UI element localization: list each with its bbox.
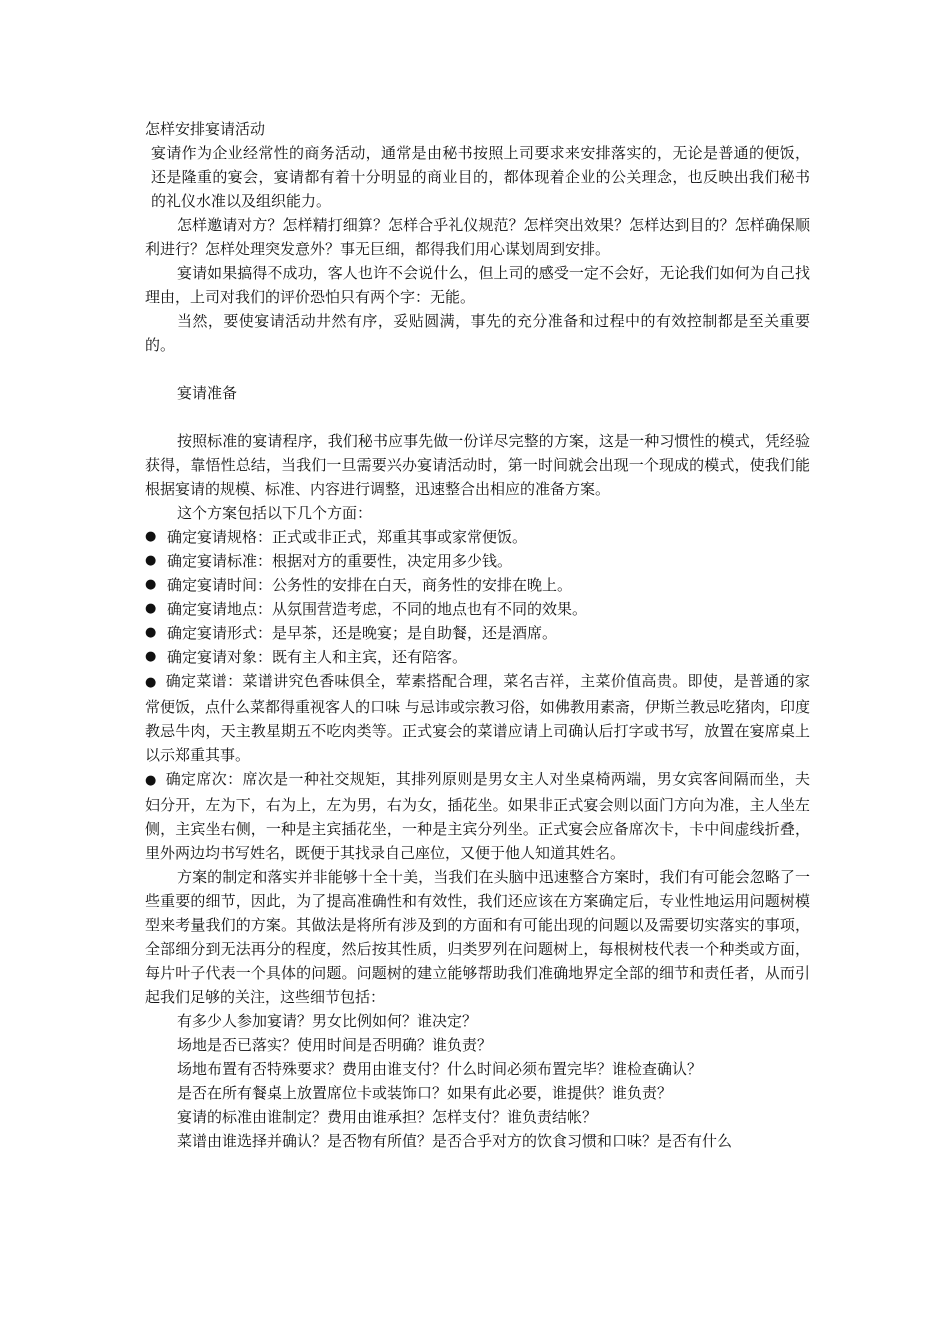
bullet-icon: ● — [145, 649, 157, 664]
bullet-text: 确定宴请对象：既有主人和主宾，还有陪客。 — [167, 648, 468, 666]
list-item — [145, 597, 810, 621]
intro-paragraph-2: 怎样邀请对方？怎样精打细算？怎样合乎礼仪规范？怎样突出效果？怎样达到目的？怎样确保顺利进行？怎样处理突发意外？事无巨细，都得我们用心谋划周到安排。 — [145, 216, 810, 258]
list-item — [145, 767, 810, 865]
question-item: 是否在所有餐桌上放置席位卡或装饰口？如果有此必要，谁提供？谁负责？ — [177, 1084, 673, 1102]
list-item — [145, 549, 810, 573]
list-item — [145, 525, 810, 549]
list-item — [145, 621, 810, 645]
bullet-icon: ● — [145, 529, 157, 544]
document-title: 怎样安排宴请活动 — [145, 120, 266, 138]
bullet-icon: ● — [145, 577, 157, 592]
bullet-list — [145, 525, 810, 865]
question-item: 场地布置有否特殊要求？费用由谁支付？什么时间必须布置完毕？谁检查确认？ — [177, 1060, 703, 1078]
bullet-text: 确定席次：席次是一种社交规矩，其排列原则是男女主人对坐桌椅两端，男女宾客间隔而坐，夫妇分开，左为下，右为上，左为男，右为女，插花坐。如果非正式宴会则以面门方向为准，主人坐左侧，主宾坐右侧，一种是主宾插花坐，一种是主宾分列坐。正式宴会应备席次卡，卡中间虚线折叠，里外两边均书写姓名，既便于其找录自己座位，又便于他人知道其姓名。 — [145, 770, 810, 862]
question-item: 有多少人参加宴请？男女比例如何？谁决定？ — [177, 1012, 478, 1030]
list-item — [145, 645, 810, 669]
list-item — [145, 573, 810, 597]
plan-intro: 这个方案包括以下几个方面： — [177, 504, 373, 522]
bullet-text: 确定宴请时间：公务性的安排在白天，商务性的安排在晚上。 — [167, 576, 573, 594]
intro-paragraph-3: 宴请如果搞得不成功，客人也许不会说什么，但上司的感受一定不会好，无论我们如何为自己找理由，上司对我们的评价恐怕只有两个字：无能。 — [145, 264, 810, 306]
detail-paragraph: 方案的制定和落实并非能够十全十美，当我们在头脑中迅速整合方案时，我们有可能会忽略了一些重要的细节，因此，为了提高准确性和有效性，我们还应该在方案确定后，专业性地运用问题树模型来考量我们的方案。其做法是将所有涉及到的方面和有可能出现的问题以及需要切实落实的事项，全部细分到无法再分的程度，然后按其性质，归类罗列在问题树上，每根树枝代表一个种类或方面，每片叶子代表一个具体的问题。问题树的建立能够帮助我们准确地界定全部的细节和责任者，从而引起我们足够的关注，这些细节包括： — [145, 868, 810, 1006]
question-item: 场地是否已落实？使用时间是否明确？谁负责？ — [177, 1036, 493, 1054]
intro-paragraph-4: 当然，要使宴请活动井然有序，妥贴圆满，事先的充分准备和过程中的有效控制都是至关重要的。 — [145, 312, 810, 354]
document-page — [145, 117, 810, 1153]
spacer — [145, 405, 810, 429]
bullet-text: 确定宴请地点：从氛围营造考虑，不同的地点也有不同的效果。 — [167, 600, 588, 618]
bullet-text: 确定宴请标准：根据对方的重要性，决定用多少钱。 — [167, 552, 513, 570]
bullet-icon: ● — [145, 675, 157, 690]
list-item — [145, 669, 810, 767]
spacer — [145, 357, 810, 381]
question-item: 菜谱由谁选择并确认？是否物有所值？是否合乎对方的饮食习惯和口味？是否有什么 — [177, 1132, 733, 1150]
intro-paragraph-1: 宴请作为企业经常性的商务活动，通常是由秘书按照上司要求来安排落实的，无论是普通的便饭，还是隆重的宴会，宴请都有着十分明显的商业目的，都体现着企业的公关理念，也反映出我们秘书的礼仪水准以及组织能力。 — [151, 144, 810, 210]
prep-paragraph: 按照标准的宴请程序，我们秘书应事先做一份详尽完整的方案，这是一种习惯性的模式，凭经验获得，靠悟性总结，当我们一旦需要兴办宴请活动时，第一时间就会出现一个现成的模式，使我们能根据宴请的规模、标准、内容进行调整，迅速整合出相应的准备方案。 — [145, 432, 810, 498]
question-list — [145, 1009, 810, 1153]
bullet-text: 确定宴请形式：是早茶，还是晚宴；是自助餐，还是酒席。 — [167, 624, 558, 642]
bullet-icon: ● — [145, 601, 157, 616]
bullet-icon: ● — [145, 773, 157, 788]
bullet-icon: ● — [145, 553, 157, 568]
bullet-text: 确定菜谱：菜谱讲究色香味俱全，荤素搭配合理，菜名吉祥，主菜价值高贵。即使，是普通的家常便饭，点什么菜都得重视客人的口味 与忌讳或宗教习俗，如佛教用素斋，伊斯兰教忌吃猪肉，印度教忌牛肉，天主教星期五不吃肉类等。正式宴会的菜谱应请上司确认后打字或书写，放置在宴席桌上以示郑重其事。 — [145, 672, 810, 764]
section-heading: 宴请准备 — [177, 384, 238, 402]
bullet-icon: ● — [145, 625, 157, 640]
bullet-text: 确定宴请规格：正式或非正式，郑重其事或家常便饭。 — [167, 528, 528, 546]
question-item: 宴请的标准由谁制定？费用由谁承担？怎样支付？谁负责结帐？ — [177, 1108, 598, 1126]
